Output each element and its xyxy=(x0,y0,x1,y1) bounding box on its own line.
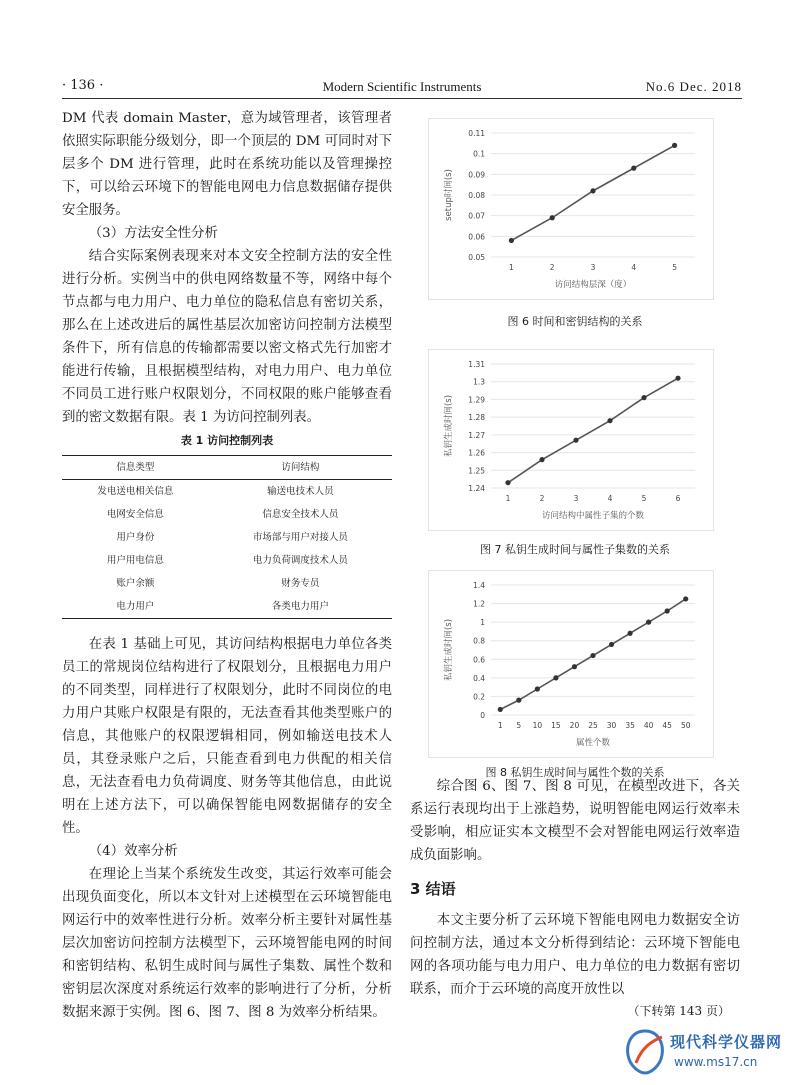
table-cell: 账户余额 xyxy=(116,578,155,589)
table-cell: 发电送电相关信息 xyxy=(97,486,174,497)
y-tick-label: 0.08 xyxy=(468,191,485,200)
table-cell: 信息安全技术人员 xyxy=(262,509,339,520)
data-point xyxy=(553,675,558,680)
issue-date: No.6 Dec. 2018 xyxy=(645,79,742,94)
y-tick-label: 0.6 xyxy=(473,655,485,665)
right-column xyxy=(410,775,740,1021)
table-row xyxy=(62,503,392,526)
data-point xyxy=(505,480,510,485)
x-tick-label: 45 xyxy=(662,721,672,730)
x-tick-label: 5 xyxy=(516,721,522,730)
data-point xyxy=(683,596,688,601)
paragraph: 结合实际案例表现来对本文安全控制方法的安全性进行分析。实例当中的供电网络数量不等，网络中每个节点都与电力用户、电力单位的隐私信息有密切关系，那么在上述改进后的属性基层次加密访问控制方法模型条件下，所有信息的传输都需要以密文格式先行加密才能进行传输，且根据模型结构，对电力用户、电力单位不同员工进行账户权限划分，不同权限的账户能够查看到的密文数据有限。表 1 为访问控制列表。 xyxy=(62,249,392,425)
watermark-logo-icon xyxy=(622,1027,668,1077)
table-header: 访问结构 xyxy=(281,462,320,473)
section-heading: 3 结语 xyxy=(410,880,456,898)
x-axis-label: 属性个数 xyxy=(575,738,611,748)
watermark-name: 现代科学仪器网 xyxy=(670,1033,783,1051)
chart-svg xyxy=(429,571,713,757)
x-tick-label: 25 xyxy=(588,721,598,730)
y-tick-label: 1.29 xyxy=(468,395,485,405)
x-tick-label: 2 xyxy=(539,494,545,503)
paragraph: DM 代表 domain Master，意为域管理者，该管理者依照实际职能分级划分，即一个顶层的 DM 可同时对下层多个 DM 进行管理，此时在系统功能以及管理操控下，可以给云环境下的智能电网电力信息数据储存提供安全服务。 xyxy=(62,111,392,218)
data-point xyxy=(672,143,677,148)
table-header-row xyxy=(62,456,392,480)
running-header xyxy=(62,78,742,98)
journal-name: Modern Scientific Instruments xyxy=(322,79,482,94)
paragraph: 本文主要分析了云环境下智能电网电力数据安全访问控制方法，通过本文分析得到结论：云环境下智能电网的各项功能与电力用户、电力单位的电力数据有密切联系，而介于云环境的高度开放性以 xyxy=(410,913,740,997)
paragraph: 在理论上当某个系统发生改变，其运行效率可能会出现负面变化，所以本文针对上述模型在云环境智能电网运行中的效率性进行分析。效率分析主要针对属性基层次加密访问控制方法模型下，云环境智能电网的时间和密钥结构、私钥生成时间与属性子集数、属性个数和密钥层次深度对系统运行效率的影响进行了分析，分析数据来源于实例。图 6、图 7、图 8 为效率分析结果。 xyxy=(62,867,392,1020)
data-point xyxy=(609,642,614,647)
y-tick-label: 0 xyxy=(480,711,485,720)
access-control-table xyxy=(62,455,392,619)
table-cell: 电网安全信息 xyxy=(106,509,164,520)
left-column xyxy=(62,107,392,1024)
figure-6-caption: 图 6 时间和密钥结构的关系 xyxy=(507,315,643,328)
table-row xyxy=(62,572,392,595)
data-point xyxy=(550,215,555,220)
x-tick-label: 15 xyxy=(551,721,561,730)
y-tick-label: 0.4 xyxy=(473,673,485,683)
y-tick-label: 1.26 xyxy=(468,448,485,458)
y-axis-label: setup时间(s) xyxy=(444,169,454,221)
x-tick-label: 1 xyxy=(497,721,503,730)
data-point xyxy=(535,686,540,691)
x-tick-label: 20 xyxy=(569,721,580,730)
paragraph: 综合图 6、图 7、图 8 可见，在模型改进下，各关系运行表现均出于上涨趋势，说明智能电网运行效率未受影响，相应证实本文模型不会对智能电网运行效率造成负面影响。 xyxy=(410,779,740,863)
chart-svg xyxy=(429,350,713,530)
x-tick-label: 5 xyxy=(672,263,677,272)
x-axis-label: 访问结构中属性子集的个数 xyxy=(541,511,645,521)
y-tick-label: 0.06 xyxy=(468,232,485,242)
data-point xyxy=(516,698,521,703)
figure-7-caption: 图 7 私钥生成时间与属性子集数的关系 xyxy=(480,543,670,556)
x-tick-label: 40 xyxy=(643,721,654,730)
page-number: · 136 · xyxy=(62,78,104,93)
table-row xyxy=(62,480,392,504)
x-tick-label: 10 xyxy=(532,721,543,730)
x-tick-label: 2 xyxy=(549,263,555,272)
data-point xyxy=(646,620,651,625)
y-tick-label: 0.09 xyxy=(468,170,485,180)
y-tick-label: 1 xyxy=(480,618,485,628)
data-point xyxy=(607,418,612,423)
data-point xyxy=(631,166,636,171)
data-point xyxy=(509,238,514,243)
series-line xyxy=(508,378,678,483)
data-point xyxy=(627,631,632,636)
y-tick-label: 1.31 xyxy=(468,360,485,369)
data-point xyxy=(573,438,578,443)
data-point xyxy=(539,457,544,462)
x-tick-label: 30 xyxy=(606,721,617,730)
table-caption: 表 1 访问控制列表 xyxy=(180,434,274,447)
figure-8-chart xyxy=(428,570,714,758)
y-tick-label: 0.11 xyxy=(468,129,485,138)
figure-7-chart xyxy=(428,349,714,531)
data-point xyxy=(590,188,595,193)
x-tick-label: 4 xyxy=(607,494,613,503)
x-tick-label: 3 xyxy=(573,494,579,503)
y-axis-label: 私钥生成时间(s) xyxy=(444,618,454,682)
y-tick-label: 1.2 xyxy=(473,599,485,609)
figure-8-caption: 图 8 私钥生成时间与属性个数的关系 xyxy=(485,766,665,779)
y-tick-label: 1.24 xyxy=(468,484,485,493)
subsection-heading: （4）效率分析 xyxy=(88,844,178,859)
data-point xyxy=(590,653,595,658)
table-cell: 输送电技术人员 xyxy=(267,486,334,497)
y-tick-label: 1.3 xyxy=(473,377,485,387)
y-tick-label: 1.28 xyxy=(468,413,485,423)
y-tick-label: 1.27 xyxy=(468,430,485,440)
table-row xyxy=(62,595,392,619)
x-axis-label: 访问结构层深（度） xyxy=(554,280,632,290)
x-tick-label: 5 xyxy=(641,494,647,503)
x-tick-label: 1 xyxy=(509,263,514,272)
data-point xyxy=(641,395,646,400)
watermark xyxy=(622,1025,792,1080)
table-cell: 财务专员 xyxy=(281,578,320,589)
x-tick-label: 3 xyxy=(590,263,596,272)
table-cell: 用户用电信息 xyxy=(106,555,164,566)
data-point xyxy=(665,608,670,613)
y-tick-label: 1.25 xyxy=(468,466,485,476)
table-row xyxy=(62,526,392,549)
table-row xyxy=(62,549,392,572)
table-cell: 用户身份 xyxy=(116,532,155,543)
x-tick-label: 35 xyxy=(625,721,635,730)
figure-6-chart xyxy=(428,118,714,300)
paragraph: 在表 1 基础上可见，其访问结构根据电力单位各类员工的常规岗位结构进行了权限划分，且根据电力用户的不同类型，同样进行了权限划分，此时不同岗位的电力用户其账户权限是有限的，无法查看其他类型账户的信息，其他账户的权限逻辑相同，例如输送电技术人员，其登录账户之后，只能查看到电力供配的相关信息，无法查看电力负荷调度、财务等其他信息，由此说明在上述方法下，可以确保智能电网数据储存的安全性。 xyxy=(62,637,392,836)
y-tick-label: 0.07 xyxy=(468,211,485,221)
y-tick-label: 1.4 xyxy=(473,581,485,590)
table-cell: 电力负荷调度技术人员 xyxy=(252,555,348,566)
y-tick-label: 0.1 xyxy=(473,149,485,159)
subsection-heading: （3）方法安全性分析 xyxy=(88,226,218,241)
x-tick-label: 4 xyxy=(631,263,637,272)
x-tick-label: 6 xyxy=(675,494,681,503)
y-tick-label: 0.2 xyxy=(473,692,485,702)
table-cell: 市场部与用户对接人员 xyxy=(252,532,348,543)
data-point xyxy=(572,664,577,669)
table-cell: 各类电力用户 xyxy=(271,601,329,612)
chart-svg xyxy=(429,119,713,299)
x-tick-label: 1 xyxy=(505,494,511,503)
data-point xyxy=(675,376,680,381)
header-rule xyxy=(62,98,742,99)
table-header: 信息类型 xyxy=(116,462,155,473)
continued-note: （下转第 143 页） xyxy=(627,1004,730,1018)
watermark-url: www.ms17.cn xyxy=(674,1055,758,1069)
x-tick-label: 50 xyxy=(680,721,691,730)
data-point xyxy=(498,707,503,712)
y-tick-label: 0.05 xyxy=(468,253,485,262)
y-tick-label: 0.8 xyxy=(473,636,485,646)
table-cell: 电力用户 xyxy=(116,601,155,612)
y-axis-label: 私钥生成时间(s) xyxy=(444,394,454,458)
